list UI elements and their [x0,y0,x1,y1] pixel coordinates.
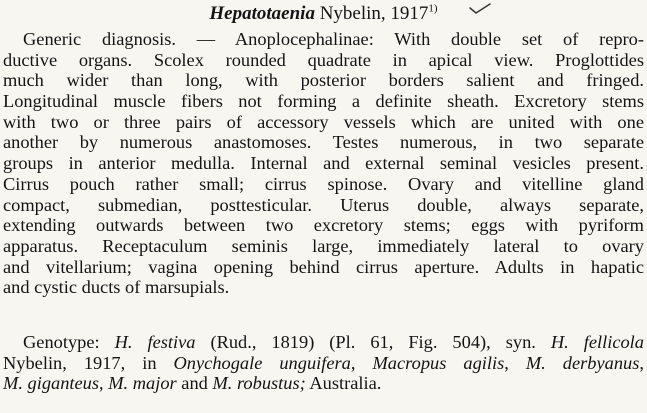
host-name: Onychogale unguifera [173,352,351,373]
handwritten-check-mark-icon [468,2,492,16]
diagnosis-line: compact, submedian, posttesticular. Uterus double, always separate, [3,194,644,215]
diagnosis-line: apparatus. Receptaculum seminis large, immediately lateral to ovary [3,235,644,256]
diagnosis-line: Generic diagnosis. — Anoplocephalinae: With double set of repro- [23,29,644,49]
type-species: H. festiva [114,332,196,352]
host-name: M. derbyanus [525,352,640,373]
host-name: M. major [108,373,177,394]
footnote-marker: 1) [428,2,438,15]
genus-name: Hepatotaenia [209,3,315,24]
diagnosis-line: extending outwards between two excretory stems; eggs with pyriform [3,215,644,236]
diagnosis-line: groups in anterior medulla. Internal and external seminal vesicles present. [3,153,644,174]
host-name: M. giganteus [3,373,100,394]
genotype-text: , [504,352,526,373]
diagnosis-line: Cirrus pouch rather small; cirrus spinose. Ovary and vitelline gland [3,173,644,194]
genotype-label: Genotype: [23,332,115,352]
host-name: Macropus agilis [372,352,505,373]
genotype-text: Australia. [305,373,382,394]
genotype-text: (Rud., 1819) (Pl. 61, Fig. 504), syn. [195,332,551,352]
genus-heading [0,2,647,26]
genotype-paragraph [0,332,647,394]
generic-diagnosis-paragraph [0,29,647,298]
diagnosis-line: Longitudinal muscle fibers not forming a definite sheath. Excretory stems [3,91,644,112]
diagnosis-line: ductive organs. Scolex rounded quadrate in apical view. Proglottides [3,49,644,70]
genotype-text: , [99,373,109,394]
synonym-name: H. fellicola [550,332,644,352]
genotype-text: Nybelin, 1917, in [3,352,174,373]
diagnosis-line: much wider than long, with posterior borders salient and fringed. [3,70,644,91]
diagnosis-line: with two or three pairs of accessory vessels which are united with one [3,111,644,132]
host-name: M. robustus; [212,373,306,394]
diagnosis-line: and vitellarium; vagina opening behind cirrus aperture. Adults in hapatic [3,256,644,277]
genotype-text: , [350,352,373,373]
genotype-text: , [639,352,644,373]
genotype-line [0,373,647,394]
genus-author: Nybelin, 1917 [319,3,429,24]
diagnosis-line: and cystic ducts of marsupials. [3,277,230,298]
genotype-text: and [176,373,213,394]
genotype-line [0,332,647,353]
diagnosis-line: another by numerous anastomoses. Testes numerous, in two separate [3,132,644,153]
genotype-line [0,353,647,374]
